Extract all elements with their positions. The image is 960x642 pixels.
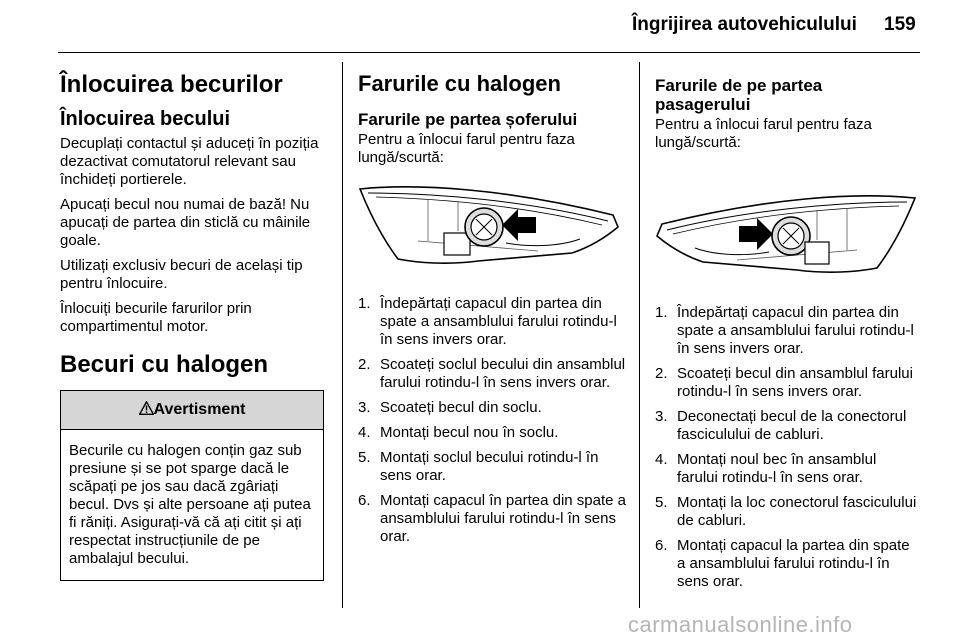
list-item xyxy=(358,424,626,442)
list-item xyxy=(358,449,626,485)
warning-box xyxy=(60,390,324,581)
step-text: Scoateți soclul becului din ansamblul farului rotindu-l în sens invers orar. xyxy=(380,356,626,391)
section-heading: Înlocuirea becurilor xyxy=(60,71,283,98)
step-text: Scoateți becul din soclu. xyxy=(380,399,542,416)
warning-header xyxy=(61,391,323,430)
page-header-title: Îngrijirea autovehiculului xyxy=(632,14,857,35)
step-text: Montați noul bec în ansamblul farului rotindu-l în sens orar. xyxy=(677,451,877,486)
step-text: Montați soclul becului rotindu-l în sens orar. xyxy=(380,449,599,484)
step-number: 4. xyxy=(358,424,371,441)
warning-title: Avertisment xyxy=(153,401,246,418)
list-item xyxy=(655,304,920,358)
step-text: Montați capacul la partea din spate a ansamblului farului rotindu-l în sens orar. xyxy=(677,537,910,590)
column-2 xyxy=(358,70,626,553)
step-text: Deconectați becul de la conectorul fasciculului de cabluri. xyxy=(677,408,907,443)
list-item xyxy=(655,408,920,444)
list-item xyxy=(358,492,626,546)
driver-headlamp-illustration xyxy=(358,181,620,277)
watermark: carmanualsonline.info xyxy=(628,612,853,637)
step-number: 6. xyxy=(655,537,668,554)
paragraph: Înlocuiți becurile farurilor prin compartimentul motor. xyxy=(60,300,252,335)
subsection-heading: Farurile de pe partea pasagerului xyxy=(655,76,823,114)
header-rule xyxy=(58,52,920,53)
passenger-steps-list xyxy=(655,304,920,591)
step-number: 5. xyxy=(655,494,668,511)
list-item xyxy=(655,365,920,401)
step-text: Montați becul nou în soclu. xyxy=(380,424,559,441)
step-text: Montați la loc conectorul fasciculului de cabluri. xyxy=(677,494,917,529)
column-3 xyxy=(655,70,920,598)
step-number: 4. xyxy=(655,451,668,468)
section-heading: Farurile cu halogen xyxy=(358,71,561,96)
intro-text: Pentru a înlocui farul pentru faza lungă/scurtă: xyxy=(358,131,575,166)
warning-triangle-icon xyxy=(139,401,154,415)
step-text: Scoateți becul din ansamblul farului rotindu-l în sens invers orar. xyxy=(677,365,913,400)
column-divider xyxy=(639,62,640,608)
page-number: 159 xyxy=(884,14,916,35)
list-item xyxy=(358,399,626,417)
list-item xyxy=(655,451,920,487)
list-item xyxy=(358,295,626,349)
step-number: 1. xyxy=(655,304,668,321)
driver-steps-list xyxy=(358,295,626,546)
list-item xyxy=(655,537,920,591)
step-text: Montați capacul în partea din spate a ansamblului farului rotindu-l în sens orar. xyxy=(380,492,626,545)
section-heading: Becuri cu halogen xyxy=(60,351,269,378)
step-number: 5. xyxy=(358,449,371,466)
passenger-headlamp-illustration xyxy=(655,190,917,286)
step-text: Îndepărtați capacul din partea din spate a ansamblului farului rotindu-l în sens invers orar. xyxy=(380,295,617,348)
paragraph: Utilizați exclusiv becuri de același tip pentru înlocuire. xyxy=(60,257,303,292)
list-item xyxy=(655,494,920,530)
subsection-heading: Farurile pe partea șoferului xyxy=(358,110,578,129)
paragraph: Decuplați contactul și aduceți în poziția dezactivat comutatorul relevant sau închideți portierele. xyxy=(60,135,319,188)
step-text: Îndepărtați capacul din partea din spate a ansamblului farului rotindu-l în sens invers orar. xyxy=(677,304,914,357)
step-number: 6. xyxy=(358,492,371,509)
warning-text: Becurile cu halogen conțin gaz sub presiune și se pot sparge dacă le scăpați pe jos sau dacă zgâriați becul. Dvs și alte persoane ați putea fi răniți. Asigurați-vă că ați citit și ați respectat instrucțiunile de pe ambalajul becului. xyxy=(69,442,311,567)
step-number: 1. xyxy=(358,295,371,312)
paragraph: Apucați becul nou numai de bază! Nu apucați de partea din sticlă cu mâinile goale. xyxy=(60,196,311,249)
column-divider xyxy=(342,62,343,608)
step-number: 2. xyxy=(358,356,371,373)
subsection-heading: Înlocuirea becului xyxy=(60,108,231,130)
step-number: 3. xyxy=(655,408,668,425)
intro-text: Pentru a înlocui farul pentru faza lungă/scurtă: xyxy=(655,116,872,151)
column-1 xyxy=(60,70,328,581)
list-item xyxy=(358,356,626,392)
step-number: 2. xyxy=(655,365,668,382)
step-number: 3. xyxy=(358,399,371,416)
